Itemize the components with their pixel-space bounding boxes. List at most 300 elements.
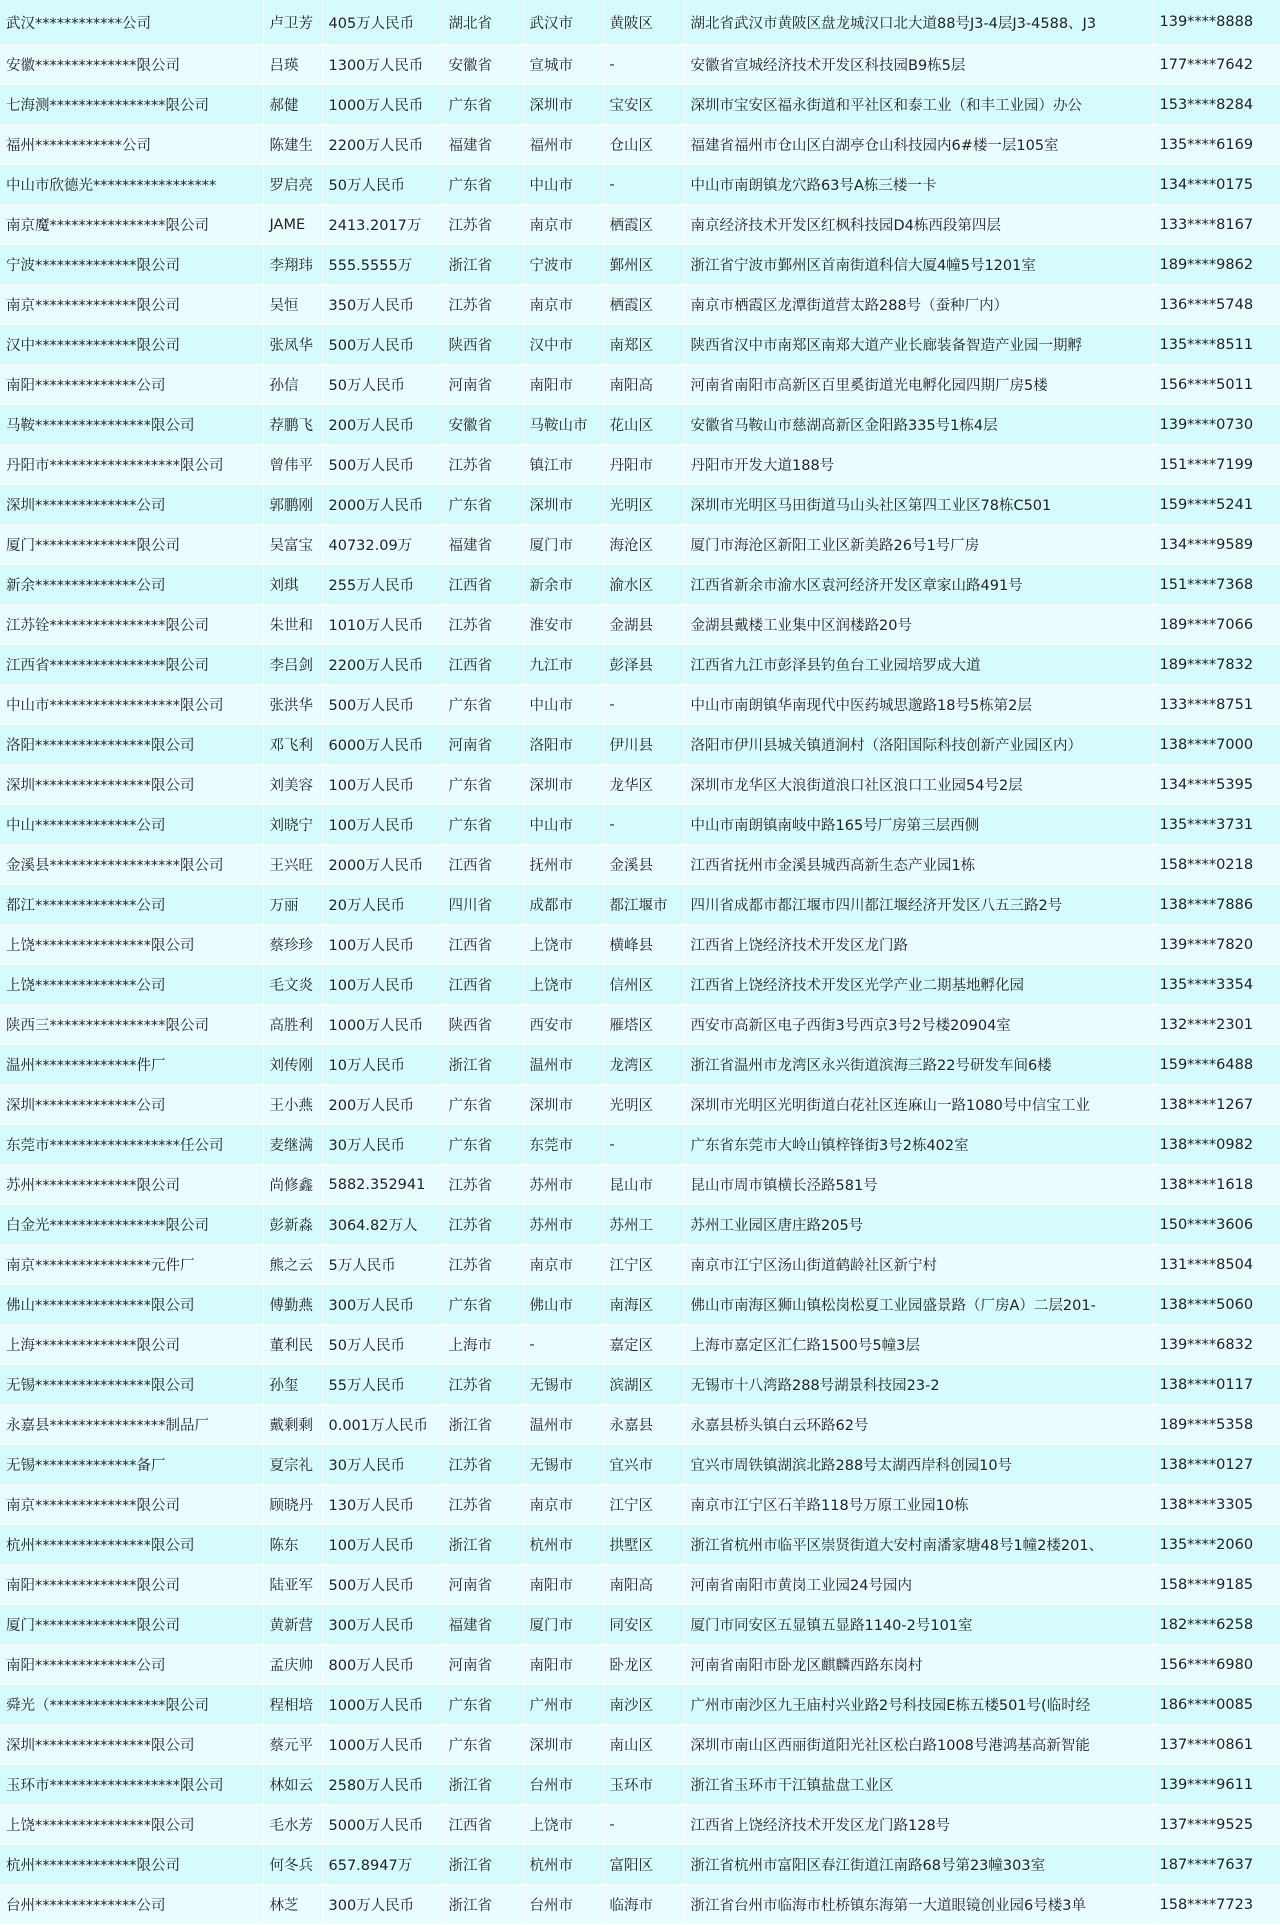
phone-cell: 138****5060	[1153, 1285, 1280, 1325]
district-cell: 龙华区	[603, 765, 684, 805]
legal-rep-cell: 毛水芳	[263, 1805, 322, 1845]
legal-rep-cell: 吕瑛	[263, 45, 322, 85]
table-row	[0, 725, 1280, 765]
company-name-cell: 南京****************元件厂	[0, 1245, 263, 1285]
company-name-cell: 上海**************限公司	[0, 1325, 263, 1365]
address-cell: 昆山市周市镇横长泾路581号	[684, 1165, 1153, 1205]
legal-rep-cell: 夏宗礼	[263, 1445, 322, 1485]
legal-rep-cell: 陈建生	[263, 125, 322, 165]
address-cell: 陕西省汉中市南郑区南郑大道产业长廊装备智造产业园一期孵	[684, 325, 1153, 365]
table-row	[0, 645, 1280, 685]
capital-cell: 300万人民币	[322, 1605, 442, 1645]
capital-cell: 3064.82万人	[322, 1205, 442, 1245]
company-name-cell: 东莞市******************任公司	[0, 1125, 263, 1165]
district-cell: 玉环市	[603, 1765, 684, 1805]
city-cell: 南京市	[523, 205, 603, 245]
city-cell: 温州市	[523, 1045, 603, 1085]
table-row	[0, 205, 1280, 245]
legal-rep-cell: 吴恒	[263, 285, 322, 325]
phone-cell: 182****6258	[1153, 1605, 1280, 1645]
city-cell: 南京市	[523, 1485, 603, 1525]
province-cell: 福建省	[442, 1605, 523, 1645]
company-name-cell: 无锡**************备厂	[0, 1445, 263, 1485]
city-cell: 西安市	[523, 1005, 603, 1045]
province-cell: 福建省	[442, 525, 523, 565]
city-cell: 深圳市	[523, 1085, 603, 1125]
phone-cell: 132****2301	[1153, 1005, 1280, 1045]
city-cell: 厦门市	[523, 1605, 603, 1645]
legal-rep-cell: 刘晓宁	[263, 805, 322, 845]
province-cell: 江苏省	[442, 605, 523, 645]
city-cell: 上饶市	[523, 925, 603, 965]
capital-cell: 100万人民币	[322, 925, 442, 965]
company-name-cell: 南阳**************限公司	[0, 1565, 263, 1605]
capital-cell: 500万人民币	[322, 685, 442, 725]
district-cell: 栖霞区	[603, 285, 684, 325]
city-cell: 南阳市	[523, 365, 603, 405]
address-cell: 安徽省马鞍山市慈湖高新区金阳路335号1栋4层	[684, 405, 1153, 445]
table-row	[0, 805, 1280, 845]
district-cell: 南郑区	[603, 325, 684, 365]
legal-rep-cell: 陈东	[263, 1525, 322, 1565]
city-cell: -	[523, 1325, 603, 1365]
district-cell: 永嘉县	[603, 1405, 684, 1445]
province-cell: 江苏省	[442, 1365, 523, 1405]
capital-cell: 1010万人民币	[322, 605, 442, 645]
capital-cell: 30万人民币	[322, 1125, 442, 1165]
company-name-cell: 丹阳市******************限公司	[0, 445, 263, 485]
district-cell: 渝水区	[603, 565, 684, 605]
company-name-cell: 上饶****************限公司	[0, 925, 263, 965]
table-row	[0, 125, 1280, 165]
table-row	[0, 1245, 1280, 1285]
table-row	[0, 765, 1280, 805]
district-cell: 光明区	[603, 485, 684, 525]
phone-cell: 134****5395	[1153, 765, 1280, 805]
address-cell: 深圳市南山区西丽街道阳光社区松白路1008号港鸿基高新智能	[684, 1725, 1153, 1765]
capital-cell: 200万人民币	[322, 1085, 442, 1125]
table-row	[0, 1645, 1280, 1685]
city-cell: 东莞市	[523, 1125, 603, 1165]
table-row	[0, 1405, 1280, 1445]
district-cell: 宜兴市	[603, 1445, 684, 1485]
province-cell: 浙江省	[442, 1885, 523, 1925]
address-cell: 苏州工业园区唐庄路205号	[684, 1205, 1153, 1245]
capital-cell: 130万人民币	[322, 1485, 442, 1525]
city-cell: 镇江市	[523, 445, 603, 485]
table-row	[0, 1285, 1280, 1325]
company-name-cell: 金溪县******************限公司	[0, 845, 263, 885]
address-cell: 广州市南沙区九王庙村兴业路2号科技园E栋五楼501号(临时经	[684, 1685, 1153, 1725]
capital-cell: 200万人民币	[322, 405, 442, 445]
capital-cell: 50万人民币	[322, 365, 442, 405]
city-cell: 宁波市	[523, 245, 603, 285]
company-name-cell: 中山市******************限公司	[0, 685, 263, 725]
phone-cell: 139****9611	[1153, 1765, 1280, 1805]
city-cell: 南阳市	[523, 1645, 603, 1685]
city-cell: 中山市	[523, 685, 603, 725]
capital-cell: 100万人民币	[322, 805, 442, 845]
province-cell: 陕西省	[442, 325, 523, 365]
district-cell: 江宁区	[603, 1245, 684, 1285]
legal-rep-cell: 蔡珍珍	[263, 925, 322, 965]
district-cell: 滨湖区	[603, 1365, 684, 1405]
company-name-cell: 南京魔****************限公司	[0, 205, 263, 245]
table-row	[0, 845, 1280, 885]
address-cell: 南京市江宁区汤山街道鹤龄社区新宁村	[684, 1245, 1153, 1285]
capital-cell: 10万人民币	[322, 1045, 442, 1085]
table-row	[0, 885, 1280, 925]
district-cell: 宝安区	[603, 85, 684, 125]
capital-cell: 50万人民币	[322, 165, 442, 205]
district-cell: 鄞州区	[603, 245, 684, 285]
phone-cell: 159****5241	[1153, 485, 1280, 525]
capital-cell: 2413.2017万	[322, 205, 442, 245]
city-cell: 上饶市	[523, 1805, 603, 1845]
capital-cell: 555.5555万	[322, 245, 442, 285]
legal-rep-cell: 尚修鑫	[263, 1165, 322, 1205]
phone-cell: 139****6832	[1153, 1325, 1280, 1365]
city-cell: 苏州市	[523, 1165, 603, 1205]
address-cell: 中山市南朗镇龙穴路63号A栋三楼一卡	[684, 165, 1153, 205]
district-cell: -	[603, 165, 684, 205]
city-cell: 上饶市	[523, 965, 603, 1005]
district-cell: 花山区	[603, 405, 684, 445]
address-cell: 金湖县戴楼工业集中区润楼路20号	[684, 605, 1153, 645]
district-cell: -	[603, 1125, 684, 1165]
address-cell: 深圳市光明区光明街道白花社区连麻山一路1080号中信宝工业	[684, 1085, 1153, 1125]
capital-cell: 40732.09万	[322, 525, 442, 565]
phone-cell: 177****7642	[1153, 45, 1280, 85]
city-cell: 深圳市	[523, 85, 603, 125]
address-cell: 厦门市同安区五显镇五显路1140-2号101室	[684, 1605, 1153, 1645]
legal-rep-cell: 郝健	[263, 85, 322, 125]
phone-cell: 138****0127	[1153, 1445, 1280, 1485]
city-cell: 九江市	[523, 645, 603, 685]
district-cell: 信州区	[603, 965, 684, 1005]
address-cell: 西安市高新区电子西街3号西京3号2号楼20904室	[684, 1005, 1153, 1045]
capital-cell: 300万人民币	[322, 1885, 442, 1925]
legal-rep-cell: 戴剩剩	[263, 1405, 322, 1445]
legal-rep-cell: 黄新营	[263, 1605, 322, 1645]
phone-cell: 135****3354	[1153, 965, 1280, 1005]
legal-rep-cell: JAME	[263, 205, 322, 245]
legal-rep-cell: 刘传刚	[263, 1045, 322, 1085]
phone-cell: 134****0175	[1153, 165, 1280, 205]
company-name-cell: 南阳**************公司	[0, 1645, 263, 1685]
province-cell: 河南省	[442, 725, 523, 765]
company-name-cell: 南阳**************公司	[0, 365, 263, 405]
city-cell: 无锡市	[523, 1445, 603, 1485]
district-cell: -	[603, 805, 684, 845]
legal-rep-cell: 吴富宝	[263, 525, 322, 565]
address-cell: 浙江省杭州市临平区崇贤街道大安村南潘家塘48号1幢2楼201、	[684, 1525, 1153, 1565]
capital-cell: 0.001万人民币	[322, 1405, 442, 1445]
company-name-cell: 佛山****************限公司	[0, 1285, 263, 1325]
province-cell: 江苏省	[442, 205, 523, 245]
legal-rep-cell: 刘美容	[263, 765, 322, 805]
province-cell: 安徽省	[442, 45, 523, 85]
district-cell: -	[603, 45, 684, 85]
company-name-cell: 舜光（****************限公司	[0, 1685, 263, 1725]
district-cell: 龙湾区	[603, 1045, 684, 1085]
company-name-cell: 江苏铨****************限公司	[0, 605, 263, 645]
city-cell: 无锡市	[523, 1365, 603, 1405]
company-name-cell: 杭州****************限公司	[0, 1525, 263, 1565]
legal-rep-cell: 毛文炎	[263, 965, 322, 1005]
address-cell: 广东省东莞市大岭山镇梓锋街3号2栋402室	[684, 1125, 1153, 1165]
company-name-cell: 新余**************公司	[0, 565, 263, 605]
company-name-cell: 江西省****************限公司	[0, 645, 263, 685]
capital-cell: 2200万人民币	[322, 645, 442, 685]
legal-rep-cell: 朱世和	[263, 605, 322, 645]
district-cell: 同安区	[603, 1605, 684, 1645]
address-cell: 南京市江宁区石羊路118号万原工业园10栋	[684, 1485, 1153, 1525]
address-cell: 中山市南朗镇华南现代中医药城思邈路18号5栋第2层	[684, 685, 1153, 725]
province-cell: 广东省	[442, 765, 523, 805]
table-row	[0, 85, 1280, 125]
company-name-cell: 安徽**************限公司	[0, 45, 263, 85]
company-name-cell: 马鞍****************限公司	[0, 405, 263, 445]
address-cell: 河南省南阳市黄岗工业园24号园内	[684, 1565, 1153, 1605]
capital-cell: 300万人民币	[322, 1285, 442, 1325]
company-name-cell: 深圳****************限公司	[0, 1725, 263, 1765]
table-row	[0, 1045, 1280, 1085]
table-row	[0, 1845, 1280, 1885]
province-cell: 江西省	[442, 845, 523, 885]
legal-rep-cell: 张凤华	[263, 325, 322, 365]
province-cell: 浙江省	[442, 245, 523, 285]
district-cell: 南山区	[603, 1725, 684, 1765]
city-cell: 中山市	[523, 805, 603, 845]
capital-cell: 657.8947万	[322, 1845, 442, 1885]
company-name-cell: 上饶****************限公司	[0, 1805, 263, 1845]
legal-rep-cell: 陆亚军	[263, 1565, 322, 1605]
phone-cell: 135****3731	[1153, 805, 1280, 845]
capital-cell: 5882.352941	[322, 1165, 442, 1205]
province-cell: 广东省	[442, 805, 523, 845]
address-cell: 浙江省宁波市鄞州区首南街道科信大厦4幢5号1201室	[684, 245, 1153, 285]
city-cell: 洛阳市	[523, 725, 603, 765]
legal-rep-cell: 王兴旺	[263, 845, 322, 885]
district-cell: 江宁区	[603, 1485, 684, 1525]
province-cell: 江西省	[442, 565, 523, 605]
city-cell: 厦门市	[523, 525, 603, 565]
district-cell: 仓山区	[603, 125, 684, 165]
phone-cell: 189****5358	[1153, 1405, 1280, 1445]
capital-cell: 100万人民币	[322, 965, 442, 1005]
legal-rep-cell: 李吕剑	[263, 645, 322, 685]
district-cell: 雁塔区	[603, 1005, 684, 1045]
phone-cell: 150****3606	[1153, 1205, 1280, 1245]
city-cell: 淮安市	[523, 605, 603, 645]
company-name-cell: 陕西三****************限公司	[0, 1005, 263, 1045]
legal-rep-cell: 林如云	[263, 1765, 322, 1805]
capital-cell: 350万人民币	[322, 285, 442, 325]
city-cell: 佛山市	[523, 1285, 603, 1325]
legal-rep-cell: 何冬兵	[263, 1845, 322, 1885]
table-row	[0, 525, 1280, 565]
district-cell: 苏州工	[603, 1205, 684, 1245]
company-name-cell: 南京**************限公司	[0, 1485, 263, 1525]
address-cell: 宜兴市周铁镇湖滨北路288号太湖西岸科创园10号	[684, 1445, 1153, 1485]
district-cell: 彭泽县	[603, 645, 684, 685]
table-row	[0, 685, 1280, 725]
capital-cell: 405万人民币	[322, 0, 442, 45]
address-cell: 中山市南朗镇南岐中路165号厂房第三层西侧	[684, 805, 1153, 845]
province-cell: 上海市	[442, 1325, 523, 1365]
province-cell: 广东省	[442, 85, 523, 125]
phone-cell: 135****6169	[1153, 125, 1280, 165]
table-row	[0, 1685, 1280, 1725]
legal-rep-cell: 程相培	[263, 1685, 322, 1725]
legal-rep-cell: 卢卫芳	[263, 0, 322, 45]
province-cell: 陕西省	[442, 1005, 523, 1045]
city-cell: 深圳市	[523, 1725, 603, 1765]
address-cell: 丹阳市开发大道188号	[684, 445, 1153, 485]
company-name-cell: 中山市欣德光*****************	[0, 165, 263, 205]
city-cell: 福州市	[523, 125, 603, 165]
phone-cell: 138****7886	[1153, 885, 1280, 925]
province-cell: 广东省	[442, 1725, 523, 1765]
city-cell: 武汉市	[523, 0, 603, 45]
capital-cell: 500万人民币	[322, 1565, 442, 1605]
district-cell: 昆山市	[603, 1165, 684, 1205]
company-name-cell: 白金光****************限公司	[0, 1205, 263, 1245]
legal-rep-cell: 孙玺	[263, 1365, 322, 1405]
legal-rep-cell: 张洪华	[263, 685, 322, 725]
capital-cell: 500万人民币	[322, 325, 442, 365]
capital-cell: 5万人民币	[322, 1245, 442, 1285]
city-cell: 南阳市	[523, 1565, 603, 1605]
phone-cell: 138****0982	[1153, 1125, 1280, 1165]
address-cell: 深圳市宝安区福永街道和平社区和泰工业（和丰工业园）办公	[684, 85, 1153, 125]
district-cell: 南阳高	[603, 1565, 684, 1605]
province-cell: 广东省	[442, 485, 523, 525]
province-cell: 江西省	[442, 925, 523, 965]
province-cell: 江西省	[442, 965, 523, 1005]
table-row	[0, 485, 1280, 525]
city-cell: 抚州市	[523, 845, 603, 885]
table-row	[0, 1485, 1280, 1525]
province-cell: 广东省	[442, 1685, 523, 1725]
city-cell: 深圳市	[523, 485, 603, 525]
province-cell: 浙江省	[442, 1765, 523, 1805]
table-row	[0, 1565, 1280, 1605]
legal-rep-cell: 麦继满	[263, 1125, 322, 1165]
phone-cell: 139****7820	[1153, 925, 1280, 965]
legal-rep-cell: 李翔玮	[263, 245, 322, 285]
city-cell: 台州市	[523, 1885, 603, 1925]
city-cell: 杭州市	[523, 1525, 603, 1565]
legal-rep-cell: 刘琪	[263, 565, 322, 605]
phone-cell: 151****7368	[1153, 565, 1280, 605]
table-row	[0, 1165, 1280, 1205]
address-cell: 江西省新余市渝水区袁河经济开发区章家山路491号	[684, 565, 1153, 605]
phone-cell: 151****7199	[1153, 445, 1280, 485]
capital-cell: 20万人民币	[322, 885, 442, 925]
phone-cell: 159****6488	[1153, 1045, 1280, 1085]
address-cell: 深圳市龙华区大浪街道浪口社区浪口工业园54号2层	[684, 765, 1153, 805]
district-cell: 拱墅区	[603, 1525, 684, 1565]
capital-cell: 1000万人民币	[322, 1725, 442, 1765]
province-cell: 河南省	[442, 365, 523, 405]
district-cell: 富阳区	[603, 1845, 684, 1885]
capital-cell: 100万人民币	[322, 765, 442, 805]
province-cell: 江苏省	[442, 1165, 523, 1205]
province-cell: 江苏省	[442, 1445, 523, 1485]
address-cell: 浙江省温州市龙湾区永兴街道滨海三路22号研发车间6楼	[684, 1045, 1153, 1085]
table-row	[0, 165, 1280, 205]
district-cell: 伊川县	[603, 725, 684, 765]
address-cell: 湖北省武汉市黄陂区盘龙城汉口北大道88号J3-4层J3-4588、J3	[684, 0, 1153, 45]
province-cell: 广东省	[442, 1085, 523, 1125]
address-cell: 南京经济技术开发区红枫科技园D4栋西段第四层	[684, 205, 1153, 245]
table-row	[0, 45, 1280, 85]
phone-cell: 158****0218	[1153, 845, 1280, 885]
district-cell: -	[603, 685, 684, 725]
table-row	[0, 1005, 1280, 1045]
table-row	[0, 1605, 1280, 1645]
table-row	[0, 405, 1280, 445]
address-cell: 安徽省宣城经济技术开发区科技园B9栋5层	[684, 45, 1153, 85]
phone-cell: 133****8751	[1153, 685, 1280, 725]
province-cell: 江苏省	[442, 1485, 523, 1525]
legal-rep-cell: 孙信	[263, 365, 322, 405]
address-cell: 福建省福州市仓山区白湖亭仓山科技园内6#楼一层105室	[684, 125, 1153, 165]
address-cell: 南京市栖霞区龙潭街道营太路288号（蚕种厂内）	[684, 285, 1153, 325]
company-name-cell: 深圳****************限公司	[0, 765, 263, 805]
province-cell: 广东省	[442, 165, 523, 205]
phone-cell: 137****0861	[1153, 1725, 1280, 1765]
table-row	[0, 1725, 1280, 1765]
capital-cell: 800万人民币	[322, 1645, 442, 1685]
district-cell: 丹阳市	[603, 445, 684, 485]
company-name-cell: 都江**************公司	[0, 885, 263, 925]
district-cell: 栖霞区	[603, 205, 684, 245]
address-cell: 河南省南阳市高新区百里奚街道光电孵化园四期厂房5楼	[684, 365, 1153, 405]
company-name-cell: 台州**************公司	[0, 1885, 263, 1925]
province-cell: 江西省	[442, 645, 523, 685]
address-cell: 江西省上饶经济技术开发区龙门路128号	[684, 1805, 1153, 1845]
address-cell: 上海市嘉定区汇仁路1500号5幢3层	[684, 1325, 1153, 1365]
company-name-cell: 杭州**************限公司	[0, 1845, 263, 1885]
province-cell: 江苏省	[442, 1205, 523, 1245]
district-cell: 金溪县	[603, 845, 684, 885]
phone-cell: 138****0117	[1153, 1365, 1280, 1405]
city-cell: 宣城市	[523, 45, 603, 85]
legal-rep-cell: 顾晓丹	[263, 1485, 322, 1525]
address-cell: 浙江省玉环市干江镇盐盘工业区	[684, 1765, 1153, 1805]
company-name-cell: 无锡****************限公司	[0, 1365, 263, 1405]
legal-rep-cell: 彭新淼	[263, 1205, 322, 1245]
legal-rep-cell: 蔡元平	[263, 1725, 322, 1765]
table-row	[0, 1365, 1280, 1405]
capital-cell: 500万人民币	[322, 445, 442, 485]
capital-cell: 5000万人民币	[322, 1805, 442, 1845]
company-name-cell: 深圳**************公司	[0, 485, 263, 525]
capital-cell: 6000万人民币	[322, 725, 442, 765]
phone-cell: 156****5011	[1153, 365, 1280, 405]
city-cell: 台州市	[523, 1765, 603, 1805]
phone-cell: 158****9185	[1153, 1565, 1280, 1605]
legal-rep-cell: 傅勤燕	[263, 1285, 322, 1325]
capital-cell: 2000万人民币	[322, 485, 442, 525]
address-cell: 无锡市十八湾路288号湖景科技园23-2	[684, 1365, 1153, 1405]
legal-rep-cell: 邓飞利	[263, 725, 322, 765]
capital-cell: 2000万人民币	[322, 845, 442, 885]
city-cell: 中山市	[523, 165, 603, 205]
